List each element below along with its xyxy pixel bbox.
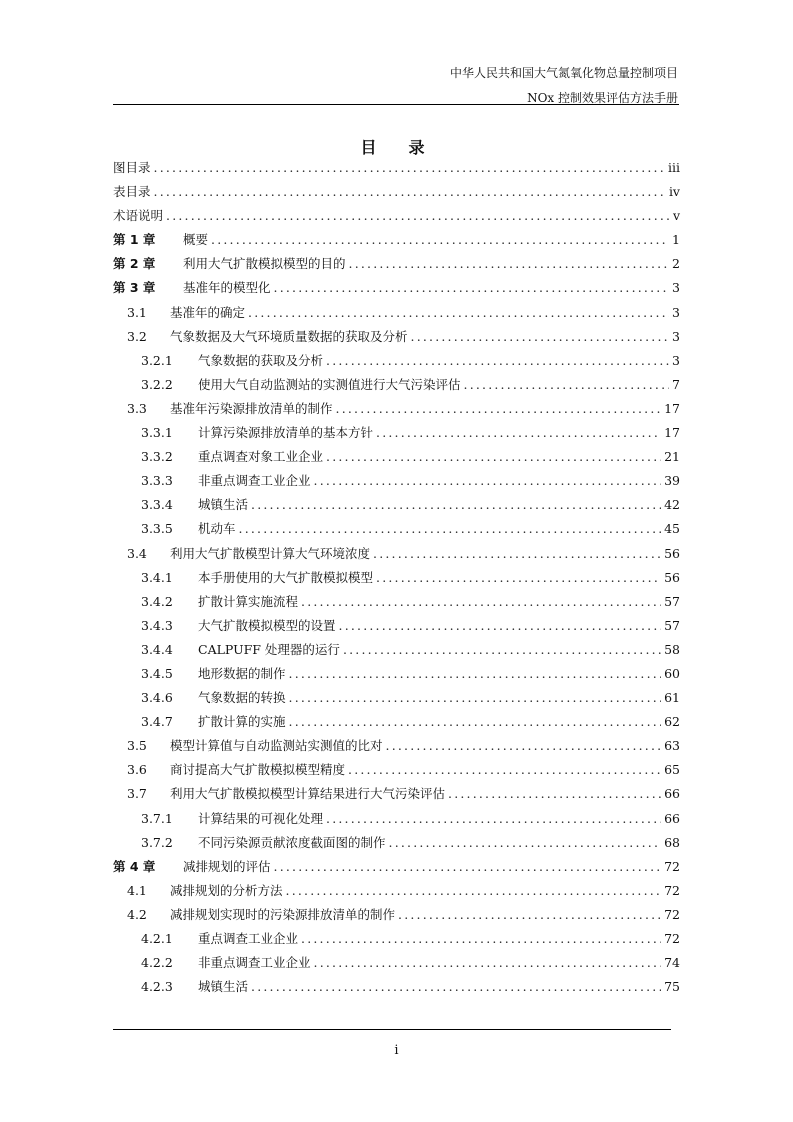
toc-entry-title: 非重点调查工业企业 [198,955,311,971]
toc-entry[interactable] [113,616,680,640]
toc-entry[interactable] [113,905,680,929]
toc-entry-number: 3.7 [127,786,147,802]
toc-leader-dots [376,425,661,440]
toc-leader-dots [326,449,661,464]
toc-entry[interactable] [113,544,680,568]
page-title: 目 录 [360,138,433,157]
toc-entry-number: 第 1 章 [113,232,156,248]
toc-entry-title: 术语说明 [113,208,164,224]
toc-entry-title: 扩散计算的实施 [198,714,286,730]
toc-entry-page: 72 [664,906,680,922]
toc-leader-dots [411,329,670,344]
toc-entry-title: 基准年的模型化 [183,280,271,296]
toc-entry-number: 3.7.2 [141,834,173,850]
toc-leader-dots [289,714,662,729]
toc-entry-title: 利用大气扩散模拟模型的目的 [183,256,346,272]
toc-entry-title: 气象数据的获取及分析 [198,352,324,368]
toc-entry-page: 56 [664,545,680,561]
toc-entry-number: 3.7.1 [141,810,173,826]
toc-entry-number: 4.2.1 [141,931,173,946]
toc-entry-number: 3.3.3 [141,473,173,489]
toc-entry-page: 1 [672,232,680,248]
toc-entry[interactable] [113,327,680,351]
toc-entry-number: 3.4.5 [141,665,173,681]
toc-leader-dots [336,401,662,416]
toc-leader-dots [349,256,670,271]
toc-entry[interactable] [113,230,680,254]
toc-entry-number: 3.3.1 [141,425,173,441]
toc-entry-title: 重点调查对象工业企业 [198,449,324,465]
toc-entry-number: 4.2.3 [141,979,173,995]
toc-leader-dots [289,690,662,705]
toc-entry-page: 56 [664,569,680,585]
toc-entry[interactable] [113,303,680,327]
toc-entry-title: 减排规划的分析方法 [170,882,283,898]
toc-entry[interactable] [113,471,680,495]
toc-entry-page: 17 [664,400,680,416]
toc-entry-page: 72 [664,931,680,946]
toc-leader-dots [251,497,661,512]
toc-entry-title: 城镇生活 [198,497,249,513]
toc-entry[interactable] [113,640,680,664]
toc-entry-title: 地形数据的制作 [198,665,286,681]
toc-entry[interactable] [113,857,680,881]
toc-entry[interactable] [113,375,680,399]
toc-entry-title: 气象数据及大气环境质量数据的获取及分析 [170,328,408,344]
toc-entry-number: 3.5 [127,738,147,754]
toc-entry-page: 3 [672,328,680,344]
toc-leader-dots [348,762,661,777]
toc-entry-title: 本手册使用的大气扩散模拟模型 [198,569,374,585]
toc-entry[interactable] [113,688,680,712]
toc-entry[interactable] [113,158,680,182]
toc-leader-dots [389,835,662,850]
toc-entry[interactable] [113,953,680,977]
toc-entry-number: 3.4.7 [141,714,173,730]
toc-entry-number: 4.2 [127,906,147,922]
toc-entry-title: 基准年污染源排放清单的制作 [170,400,333,416]
toc-entry-number: 4.2.2 [141,955,173,971]
toc-entry[interactable] [113,495,680,519]
toc-entry-number: 第 2 章 [113,256,156,272]
toc-entry-page: 62 [664,714,680,730]
toc-leader-dots [274,280,670,295]
header-rule [113,104,679,105]
toc-entry[interactable] [113,929,680,953]
toc-entry-number: 3.4.3 [141,617,173,633]
toc-entry-page: 57 [664,593,680,609]
toc-entry-number: 3.6 [127,762,147,778]
toc-entry-page: 21 [664,449,680,465]
toc-entry-page: 57 [664,617,680,633]
toc-entry-number: 3.3.2 [141,449,173,465]
toc-entry-title: 利用大气扩散模型计算大气环境浓度 [170,545,371,561]
toc-entry-number: 3.4.1 [141,569,173,585]
toc-entry-title: 计算污染源排放清单的基本方针 [198,425,374,441]
toc-entry[interactable] [113,784,680,808]
toc-leader-dots [373,546,661,561]
toc-entry-page: 75 [664,979,680,995]
toc-entry-page: 72 [664,882,680,898]
toc-entry[interactable] [113,736,680,760]
toc-entry[interactable] [113,519,680,543]
toc-leader-dots [289,666,662,681]
toc-entry-title: 计算结果的可视化处理 [198,810,324,826]
toc-entry-number: 3.4.4 [141,641,173,657]
toc-entry-page: 3 [672,304,680,320]
toc-entry[interactable] [113,760,680,784]
toc-entry-page: 3 [672,352,680,368]
toc-entry-title: 气象数据的转换 [198,690,286,706]
toc-entry-title: 利用大气扩散模拟模型计算结果进行大气污染评估 [170,786,446,802]
toc-entry[interactable] [113,278,680,302]
toc-entry-page: 7 [672,376,680,392]
toc-entry[interactable] [113,447,680,471]
toc-entry-number: 3.2.2 [141,376,173,392]
toc-entry-number: 3.4.6 [141,690,173,706]
toc-entry-number: 第 4 章 [113,858,156,874]
toc-entry-title: 商讨提高大气扩散模拟模型精度 [170,762,346,778]
toc-entry-page: 66 [664,786,680,802]
toc-entry[interactable] [113,977,680,1001]
toc-entry[interactable] [113,712,680,736]
toc-entry-title: 减排规划实现时的污染源排放清单的制作 [170,906,396,922]
toc-entry-title: 图目录 [113,160,151,175]
toc-entry[interactable] [113,399,680,423]
toc-leader-dots [211,232,669,247]
toc-leader-dots [314,955,662,970]
toc-leader-dots [386,738,662,753]
toc-leader-dots [286,883,662,898]
toc-entry-number: 3.4 [127,545,147,561]
toc-leader-dots [464,377,670,392]
toc-leader-dots [251,979,661,994]
toc-entry-title: 大气扩散模拟模型的设置 [198,617,336,633]
toc-entry-title: 不同污染源贡献浓度截面图的制作 [198,834,386,850]
running-header-manual: NOx 控制效果评估方法手册 [527,91,678,105]
toc-entry-page: v [672,208,680,224]
toc-entry-page: 63 [664,738,680,754]
toc-entry-page: 3 [672,280,680,296]
toc-entry[interactable] [113,809,680,833]
toc-leader-dots [376,570,661,585]
toc-leader-dots [339,618,662,633]
toc-entry-page: 17 [664,425,680,441]
toc-entry-page: 68 [664,834,680,850]
toc-entry-page: 74 [664,955,680,971]
toc-entry[interactable] [113,881,680,905]
toc-entry-page: 65 [664,762,680,778]
toc-entry-title: CALPUFF 处理器的运行 [198,641,340,657]
toc-entry-page: 45 [664,521,680,537]
toc-entry-number: 第 3 章 [113,280,156,296]
toc-entry-page: 58 [664,641,680,657]
toc-entry-page: 72 [664,858,680,874]
toc-leader-dots [274,859,662,874]
toc-leader-dots [314,473,662,488]
toc-entry-number: 3.3 [127,400,147,416]
toc-entry-page: 2 [672,256,680,272]
toc-entry-number: 4.1 [127,882,147,898]
toc-entry-title: 非重点调查工业企业 [198,473,311,489]
toc-entry-page: 42 [664,497,680,513]
toc-entry[interactable] [113,568,680,592]
toc-entry-title: 表目录 [113,184,151,200]
toc-leader-dots [301,594,661,609]
toc-leader-dots [154,184,666,199]
toc-entry-page: 61 [664,690,680,706]
toc-leader-dots [301,931,661,946]
toc-entry-title: 机动车 [198,521,236,537]
toc-entry[interactable] [113,182,680,206]
toc-leader-dots [248,305,669,320]
toc-entry[interactable] [113,206,680,230]
toc-leader-dots [326,353,669,368]
toc-entry-number: 3.3.4 [141,497,173,513]
toc-entry-page: 60 [664,665,680,681]
toc-entry-number: 3.1 [127,304,147,320]
table-of-contents [113,158,680,1001]
toc-entry-title: 使用大气自动监测站的实测值进行大气污染评估 [198,376,461,392]
toc-entry[interactable] [113,592,680,616]
toc-leader-dots [239,521,662,536]
toc-leader-dots [326,811,661,826]
toc-entry-title: 减排规划的评估 [183,858,271,874]
toc-leader-dots [448,786,661,801]
toc-entry-number: 3.3.5 [141,521,173,537]
toc-entry[interactable] [113,423,680,447]
toc-entry-title: 重点调查工业企业 [198,931,299,946]
page-number: i [394,1043,399,1058]
toc-entry-title: 扩散计算实施流程 [198,593,299,609]
toc-leader-dots [154,160,665,175]
toc-leader-dots [166,208,670,223]
toc-entry-title: 模型计算值与自动监测站实测值的比对 [170,738,383,754]
footer-rule [113,1029,671,1030]
toc-leader-dots [398,907,661,922]
toc-entry[interactable] [113,254,680,278]
toc-entry-page: 39 [664,473,680,489]
toc-entry[interactable] [113,664,680,688]
toc-entry-page: iv [668,184,680,200]
toc-entry-title: 基准年的确定 [170,304,246,320]
toc-leader-dots [343,642,661,657]
toc-entry-title: 概要 [183,232,209,248]
toc-entry-title: 城镇生活 [198,979,249,995]
running-header-project: 中华人民共和国大气氮氧化物总量控制项目 [449,66,678,80]
toc-entry-page: 66 [664,810,680,826]
toc-entry[interactable] [113,351,680,375]
toc-entry-page: iii [668,160,680,175]
toc-entry-number: 3.2.1 [141,352,173,368]
toc-entry[interactable] [113,833,680,857]
toc-entry-number: 3.4.2 [141,593,173,609]
toc-entry-number: 3.2 [127,328,147,344]
